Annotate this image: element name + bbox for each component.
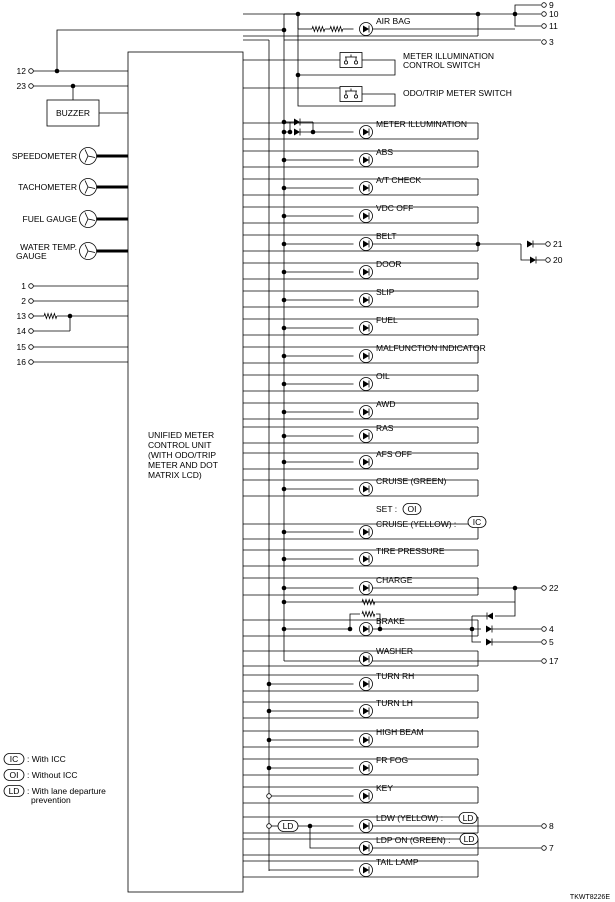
junction-dot — [282, 487, 287, 492]
junction-dot — [476, 12, 481, 17]
indicator-label: TIRE PRESSURE — [376, 546, 445, 556]
indicator-lamp-icon — [360, 705, 373, 718]
junction-dot — [282, 298, 287, 303]
indicator-lamp-icon — [360, 456, 373, 469]
junction-dot — [476, 242, 481, 247]
indicator-lamp-icon — [360, 294, 373, 307]
wire — [350, 614, 360, 629]
gauge-label: GAUGE — [16, 251, 47, 261]
resistor — [312, 27, 325, 32]
junction-dot — [308, 824, 313, 829]
junction-dot — [282, 382, 287, 387]
indicator-label: OIL — [376, 371, 390, 381]
indicator-label: KEY — [376, 783, 394, 793]
junction-dot — [282, 557, 287, 562]
indicator-lamp-icon — [360, 820, 373, 833]
switch-label: ODO/TRIP METER SWITCH — [403, 88, 512, 98]
indicator-lamp-icon — [360, 430, 373, 443]
condition-tag-text: LD — [462, 813, 474, 823]
indicator-lamp-icon — [360, 182, 373, 195]
junction-dot — [311, 130, 316, 135]
condition-tag-text: LD — [282, 821, 294, 831]
condition-tag-text: LD — [8, 786, 20, 796]
pin-label: 22 — [549, 583, 559, 593]
indicator-label: DOOR — [376, 259, 402, 269]
pin-label: 14 — [16, 326, 26, 336]
junction-dot — [267, 766, 272, 771]
junction-dot — [470, 627, 475, 632]
indicator-lamp-icon — [360, 154, 373, 167]
condition-tag-text: IC — [472, 517, 482, 527]
indicator-lamp-icon — [360, 623, 373, 636]
indicator-lamp-icon — [360, 406, 373, 419]
pin-8 — [542, 824, 547, 829]
junction-dot — [267, 682, 272, 687]
diode — [294, 129, 300, 136]
legend-text: : Without ICC — [27, 770, 78, 780]
condition-tag-text: OI — [9, 770, 19, 780]
indicator-label: TAIL LAMP — [376, 857, 419, 867]
indicator-label: WASHER — [376, 646, 413, 656]
pin-label: 16 — [16, 357, 26, 367]
indicator-lamp-icon — [360, 864, 373, 877]
wires — [33, 5, 545, 877]
pin-10 — [542, 12, 547, 17]
indicator-lamp-icon — [360, 762, 373, 775]
junction-dot — [267, 709, 272, 714]
condition-tag-text: LD — [463, 834, 475, 844]
junction-dot — [282, 158, 287, 163]
resistor — [362, 612, 375, 617]
resistor — [44, 314, 57, 319]
resistor — [330, 27, 343, 32]
indicator-label: FR FOG — [376, 755, 409, 765]
indicator-label: BRAKE — [376, 616, 405, 626]
junction-dot — [55, 69, 60, 74]
indicator-label: AWD — [376, 399, 396, 409]
indicator-lamp-icon — [360, 210, 373, 223]
junction-dot — [282, 270, 287, 275]
pin-label: 1 — [21, 281, 26, 291]
junction-dot — [288, 130, 293, 135]
switch-icon — [340, 53, 362, 68]
wire — [298, 14, 301, 75]
resistor — [362, 600, 375, 605]
gauge-icon — [80, 179, 97, 196]
junction-dot — [267, 738, 272, 743]
indicator-label: FUEL — [376, 315, 398, 325]
pin-label: 11 — [549, 21, 558, 31]
pin-15 — [29, 345, 34, 350]
pin-5 — [542, 640, 547, 645]
junction-dot — [282, 460, 287, 465]
indicator-lamp-icon — [360, 842, 373, 855]
gauge-icon — [80, 243, 97, 260]
junction-dot — [282, 326, 287, 331]
pin-23 — [29, 84, 34, 89]
control-unit-label: CONTROL UNIT — [148, 440, 212, 450]
junction-dot — [282, 28, 287, 33]
pin-12 — [29, 69, 34, 74]
junction-dot — [282, 410, 287, 415]
indicator-label: HIGH BEAM — [376, 727, 424, 737]
pin-label: 5 — [549, 637, 554, 647]
junction-dot — [282, 434, 287, 439]
junction-dot — [71, 84, 76, 89]
control-unit-label: UNIFIED METER — [148, 430, 215, 440]
pin-1 — [29, 284, 34, 289]
junction-dot — [282, 214, 287, 219]
legend-text: prevention — [31, 795, 71, 805]
condition-tag-text: OI — [407, 504, 417, 514]
junction-dot — [296, 12, 301, 17]
legend-text: : With lane departure — [27, 786, 106, 796]
pin-17 — [542, 659, 547, 664]
junction-dot — [282, 242, 287, 247]
indicator-label: RAS — [376, 423, 394, 433]
pin-11 — [542, 24, 547, 29]
diode — [486, 639, 492, 646]
indicator-label: SLIP — [376, 287, 395, 297]
pin-label: 9 — [549, 0, 554, 10]
indicator-lamp-icon — [360, 553, 373, 566]
indicator-lamp-icon — [360, 653, 373, 666]
junction-dot — [282, 354, 287, 359]
pin-label: 10 — [549, 9, 559, 19]
gauge-label: SPEEDOMETER — [11, 151, 77, 161]
junction-dot — [282, 120, 287, 125]
switch-label: METER ILLUMINATION — [403, 51, 494, 61]
indicator-lamp-icon — [360, 266, 373, 279]
indicator-label: AIR BAG — [376, 16, 411, 26]
indicator-lamp-icon — [360, 23, 373, 36]
indicator-label: A/T CHECK — [376, 175, 422, 185]
indicator-label: VDC OFF — [376, 203, 414, 213]
pin-label: 21 — [553, 239, 563, 249]
pin-2 — [29, 299, 34, 304]
junction-dot — [282, 586, 287, 591]
diode — [294, 119, 300, 126]
indicator-label: MALFUNCTION INDICATOR — [376, 343, 486, 353]
junction-dot — [296, 73, 301, 78]
switch-icon — [340, 87, 362, 102]
indicator-label: CHARGE — [376, 575, 413, 585]
diode — [486, 626, 492, 633]
buzzer-label: BUZZER — [56, 108, 90, 118]
gauge-icon — [80, 211, 97, 228]
pin-label: 17 — [549, 656, 559, 666]
junction-dot — [68, 314, 73, 319]
labels — [9, 0, 611, 901]
gauge-icon — [80, 148, 97, 165]
control-unit-label: METER AND DOT — [148, 460, 218, 470]
indicator-lamp-icon — [360, 526, 373, 539]
gauge-label: WATER TEMP. — [20, 242, 77, 252]
pin-21 — [546, 242, 551, 247]
pin-label: 3 — [549, 37, 554, 47]
indicator-lamp-icon — [360, 790, 373, 803]
junction-dot — [282, 130, 287, 135]
junction-dot — [282, 600, 287, 605]
gauge-label: FUEL GAUGE — [22, 214, 77, 224]
indicator-label: SET : — [376, 504, 398, 514]
indicator-label: LDW (YELLOW) : — [376, 813, 444, 823]
control-unit-label: MATRIX LCD) — [148, 470, 202, 480]
indicator-lamp-icon — [360, 734, 373, 747]
pin-7 — [542, 846, 547, 851]
indicator-lamp-icon — [360, 126, 373, 139]
indicator-lamp-icon — [360, 678, 373, 691]
diode — [530, 257, 536, 264]
indicator-label: BELT — [376, 231, 397, 241]
junction-dot — [282, 627, 287, 632]
figure-code: TKWT8226E — [569, 894, 610, 901]
indicator-lamp-icon — [360, 238, 373, 251]
indicator-label: CRUISE (YELLOW) : — [376, 519, 457, 529]
wire — [515, 5, 541, 14]
pin-label: 4 — [549, 624, 554, 634]
indicator-lamp-icon — [360, 378, 373, 391]
pin-label: 7 — [549, 843, 554, 853]
pin-14 — [29, 329, 34, 334]
junction-open — [267, 794, 272, 799]
switch-label: CONTROL SWITCH — [403, 60, 481, 70]
junction-dot — [348, 627, 353, 632]
indicator-label: ABS — [376, 147, 394, 157]
pin-13 — [29, 314, 34, 319]
junction-dot — [513, 586, 518, 591]
indicator-label: TURN LH — [376, 698, 413, 708]
indicator-label: METER ILLUMINATION — [376, 119, 467, 129]
junction-open — [267, 824, 272, 829]
indicator-lamp-icon — [360, 582, 373, 595]
pin-3 — [542, 40, 547, 45]
pin-label: 2 — [21, 296, 26, 306]
indicator-label: AFS OFF — [376, 449, 412, 459]
pin-label: 15 — [16, 342, 26, 352]
junction-dot — [378, 627, 383, 632]
diode — [487, 613, 493, 620]
junction-dot — [282, 186, 287, 191]
pin-label: 13 — [16, 311, 26, 321]
pin-label: 23 — [16, 81, 26, 91]
condition-tag-text: IC — [9, 754, 19, 764]
legend-text: : With ICC — [27, 754, 66, 764]
pin-label: 20 — [553, 255, 563, 265]
control-unit-label: (WITH ODO/TRIP — [148, 450, 216, 460]
pin-label: 8 — [549, 821, 554, 831]
indicator-label: CRUISE (GREEN) — [376, 476, 447, 486]
wire — [310, 826, 360, 848]
indicator-lamp-icon — [360, 350, 373, 363]
indicator-label: LDP ON (GREEN) : — [376, 835, 451, 845]
pin-22 — [542, 586, 547, 591]
diode — [527, 241, 533, 248]
pin-20 — [546, 258, 551, 263]
pin-16 — [29, 360, 34, 365]
gauge-label: TACHOMETER — [18, 182, 77, 192]
indicator-lamp-icon — [360, 483, 373, 496]
pin-label: 12 — [16, 66, 26, 76]
wire — [515, 14, 541, 26]
pin-4 — [542, 627, 547, 632]
indicator-label: TURN RH — [376, 671, 415, 681]
junction-dot — [513, 12, 518, 17]
pin-9 — [542, 3, 547, 8]
junction-dot — [282, 530, 287, 535]
indicator-lamp-icon — [360, 322, 373, 335]
